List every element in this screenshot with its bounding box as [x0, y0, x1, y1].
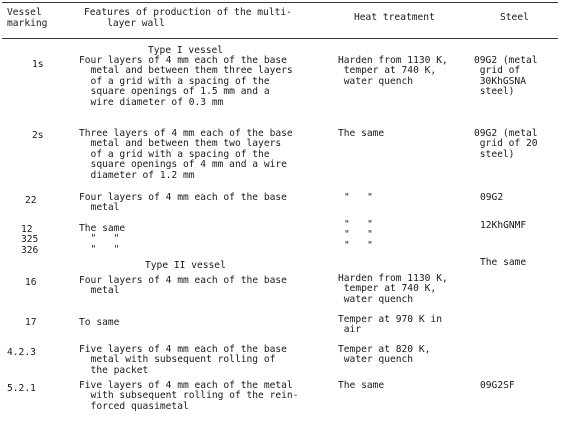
cell-heat-treatment: " ": [344, 192, 373, 203]
cell-heat-treatment: " " " " " ": [344, 219, 373, 251]
cell-features: Five layers of 4 mm each of the metal with subsequent rolling of the rein- forced quasimetal: [79, 380, 299, 412]
cell-steel: 09G2SF: [480, 380, 515, 391]
cell-marking: 4.2.3: [7, 347, 36, 358]
cell-steel: 09G2 (metal grid of 30KhGSNA steel): [474, 55, 538, 98]
cell-features: Four layers of 4 mm each of the base metal: [79, 275, 287, 297]
cell-features: Five layers of 4 mm each of the base metal with subsequent rolling of the packet: [79, 344, 287, 376]
cell-marking: 5.2.1: [7, 383, 36, 394]
cell-marking: 17: [25, 317, 37, 328]
cell-heat-treatment: Harden from 1130 K, temper at 740 K, water quench: [338, 273, 448, 305]
header-bottom-rule: [2, 38, 558, 39]
header-heat-treatment: Heat treatment: [354, 12, 435, 23]
section-type-1: Type I vessel: [148, 45, 224, 56]
cell-heat-treatment: Temper at 970 K in air: [338, 314, 442, 336]
cell-marking: 16: [25, 277, 37, 288]
cell-marking: 1s: [32, 59, 44, 70]
cell-heat-treatment: Temper at 820 K, water quench: [338, 344, 431, 366]
cell-steel: The same: [480, 257, 527, 268]
cell-marking: 22: [25, 195, 37, 206]
cell-features: The same " " " ": [79, 223, 126, 255]
cell-features: Four layers of 4 mm each of the base metal and between them three layers of a grid with a spacing of the square openings of 1.5 mm and a wire diameter of 0.3 mm: [79, 55, 293, 108]
header-steel: Steel: [500, 12, 529, 23]
header-vessel-marking: Vessel marking: [7, 7, 48, 29]
cell-features: Three layers of 4 mm each of the base metal and between them two layers of a grid with a spacing of the square openings of 4 mm and a wire diameter of 1.2 mm: [79, 128, 293, 181]
cell-steel: 12KhGNMF: [480, 220, 527, 231]
cell-features: Four layers of 4 mm each of the base metal: [79, 192, 287, 214]
cell-steel: 09G2: [480, 192, 504, 203]
cell-heat-treatment: The same: [338, 128, 385, 139]
cell-marking: 12 325 326: [21, 224, 39, 256]
table-top-rule: [2, 2, 558, 3]
cell-heat-treatment: Harden from 1130 K, temper at 740 K, water quench: [338, 55, 448, 87]
section-type-2: Type II vessel: [145, 260, 226, 271]
header-features: Features of production of the multi- layer wall: [84, 7, 292, 29]
cell-marking: 2s: [32, 130, 44, 141]
cell-heat-treatment: The same: [338, 380, 385, 391]
cell-features: To same: [79, 317, 120, 328]
cell-steel: 09G2 (metal grid of 20 steel): [474, 128, 538, 160]
